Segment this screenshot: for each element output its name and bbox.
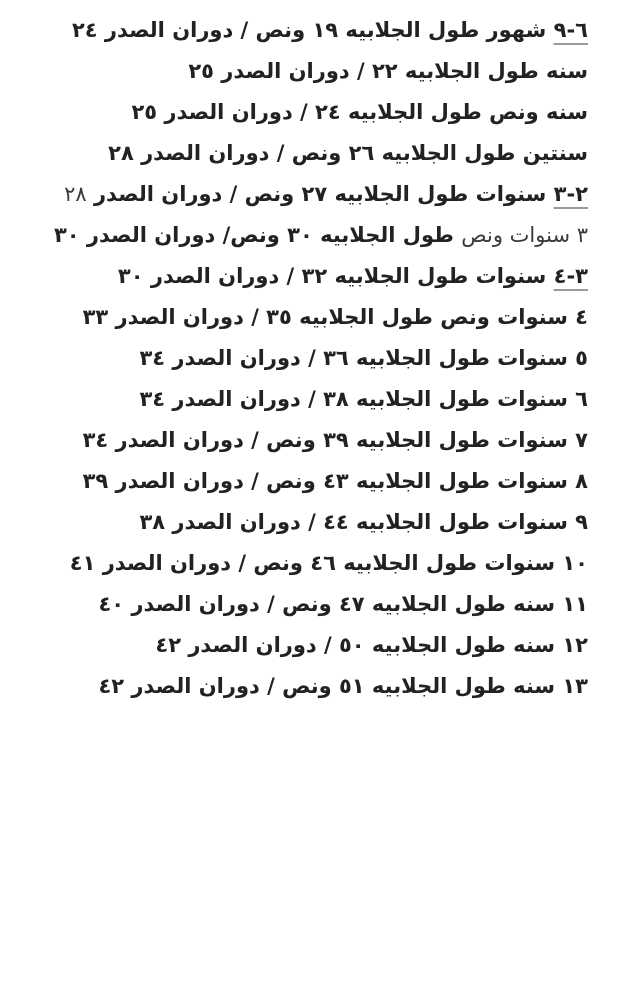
size-text: ١١ سنه طول الجلابيه ٤٧ ونص / دوران الصدر ٤٠: [98, 592, 588, 616]
age-range: ٦-٩: [553, 18, 588, 42]
age-range: ٢-٣: [553, 182, 588, 206]
age-range: ٣-٤: [553, 264, 588, 288]
size-text: ٨ سنوات طول الجلابيه ٤٣ ونص / دوران الصدر ٣٩: [82, 469, 588, 493]
size-text: شهور طول الجلابيه ١٩ ونص / دوران الصدر ٢٤: [71, 18, 547, 42]
size-line: [0, 543, 588, 584]
size-line: [0, 92, 588, 133]
size-text: ٦ سنوات طول الجلابيه ٣٨ / دوران الصدر ٣٤: [139, 387, 588, 411]
size-text: سنتين طول الجلابيه ٢٦ ونص / دوران الصدر ٢٨: [108, 141, 588, 165]
size-text: ١٣ سنه طول الجلابيه ٥١ ونص / دوران الصدر ٤٢: [98, 674, 588, 698]
size-line: [0, 420, 588, 461]
size-text: سنه ونص طول الجلابيه ٢٤ / دوران الصدر ٢٥: [131, 100, 588, 124]
size-line: [0, 502, 588, 543]
size-text: سنوات طول الجلابيه ٣٢ / دوران الصدر ٣٠: [117, 264, 547, 288]
size-line: [0, 51, 588, 92]
size-text: ١٢ سنه طول الجلابيه ٥٠ / دوران الصدر ٤٢: [155, 633, 588, 657]
size-line: [0, 10, 588, 51]
size-line: [0, 461, 588, 502]
size-line: [0, 338, 588, 379]
size-line: [0, 379, 588, 420]
size-text: ٤ سنوات ونص طول الجلابيه ٣٥ / دوران الصدر ٣٣: [82, 305, 588, 329]
size-line: [0, 256, 588, 297]
size-line: [0, 133, 588, 174]
size-line: [0, 215, 588, 256]
size-line: [0, 625, 588, 666]
size-line: [0, 666, 588, 707]
size-text: ٩ سنوات طول الجلابيه ٤٤ / دوران الصدر ٣٨: [139, 510, 588, 534]
size-text: ٧ سنوات طول الجلابيه ٣٩ ونص / دوران الصدر ٣٤: [82, 428, 588, 452]
size-text: ٥ سنوات طول الجلابيه ٣٦ / دوران الصدر ٣٤: [139, 346, 588, 370]
size-tail: ٢٨: [64, 182, 87, 206]
size-text: سنوات طول الجلابيه ٢٧ ونص / دوران الصدر: [93, 182, 547, 206]
size-text: طول الجلابيه ٣٠ ونص/ دوران الصدر ٣٠: [53, 223, 454, 247]
size-line: [0, 584, 588, 625]
age-label: ٣ سنوات ونص: [461, 223, 588, 247]
size-text: ١٠ سنوات طول الجلابيه ٤٦ ونص / دوران الصدر ٤١: [69, 551, 588, 575]
size-line: [0, 174, 588, 215]
size-text: سنه طول الجلابيه ٢٢ / دوران الصدر ٢٥: [188, 59, 588, 83]
size-line: [0, 297, 588, 338]
